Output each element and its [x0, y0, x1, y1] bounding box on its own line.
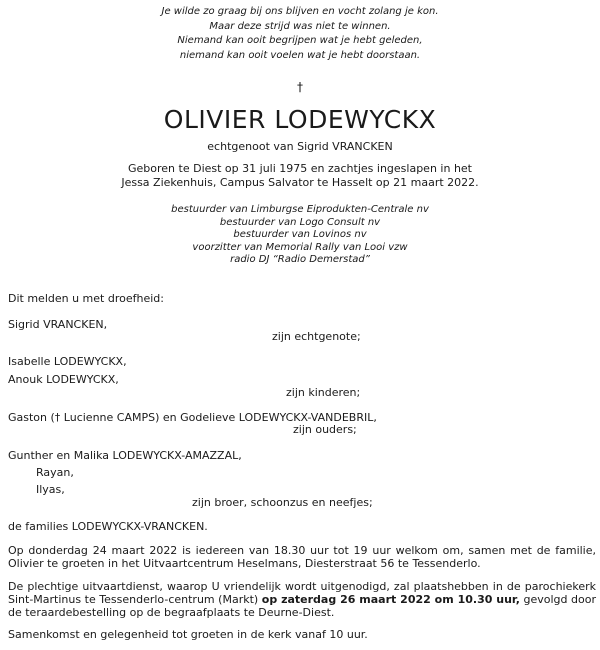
role-item: bestuurder van Logo Consult nv — [219, 216, 381, 228]
cross-icon: † — [297, 80, 303, 94]
roles-list — [0, 204, 600, 267]
parents-role: zijn ouders; — [293, 423, 357, 436]
funeral-date: op zaterdag 26 maart 2022 om 10.30 uur, — [261, 593, 520, 606]
funeral-text: De plechtige uitvaartdienst, waarop U vriendelijk wordt uitgenodigd, zal plaatshebben in de parochiekerk Sint-Martinus te Tessenderlo-centrum (Markt) — [8, 580, 596, 606]
funeral-paragraph — [8, 580, 596, 619]
poem-line: Maar deze strijd was niet te winnen. — [209, 20, 391, 32]
poem-line: Je wilde zo graag bij ons blijven en vocht zolang je kon. — [161, 6, 439, 17]
deceased-name: OLIVIER LODEWYCKX — [163, 105, 437, 134]
wife-name: Sigrid VRANCKEN, — [8, 318, 108, 331]
child-name: Isabelle LODEWYCKX, — [8, 355, 127, 368]
child-name: Anouk LODEWYCKX, — [8, 373, 119, 386]
families-line: de families LODEWYCKX-VRANCKEN. — [8, 520, 208, 533]
role-item: radio DJ “Radio Demerstad” — [230, 254, 370, 265]
funeral-text-end: gevolgd door de teraardebestelling op de begraafplaats te Deurne-Diest. — [8, 593, 596, 619]
parents-names: Gaston († Lucienne CAMPS) en Godelieve LODEWYCKX-VANDEBRIL, — [8, 411, 377, 424]
birth-death-info — [0, 162, 600, 190]
poem-line: Niemand kan ooit begrijpen wat je hebt geleden, — [177, 35, 423, 46]
role-item: bestuurder van Limburgse Eiprodukten-Centrale nv — [171, 204, 429, 215]
role-item: voorzitter van Memorial Rally van Looi vzw — [192, 241, 408, 253]
brother-role: zijn broer, schoonzus en neefjes; — [192, 496, 373, 509]
nephew-name: Ilyas, — [36, 483, 65, 496]
death-line: Jessa Ziekenhuis, Campus Salvator te Hasselt op 21 maart 2022. — [121, 176, 479, 189]
poem — [0, 5, 600, 63]
gathering-paragraph: Samenkomst en gelegenheid tot groeten in de kerk vanaf 10 uur. — [8, 628, 368, 641]
brother-names: Gunther en Malika LODEWYCKX-AMAZZAL, — [8, 449, 242, 462]
spouse-line: echtgenoot van Sigrid VRANCKEN — [207, 140, 393, 153]
children-role: zijn kinderen; — [286, 386, 361, 399]
visitation-paragraph: Op donderdag 24 maart 2022 is iedereen van 18.30 uur tot 19 uur welkom om, samen met de familie, Olivier te groeten in het Uitvaartcentrum Heselmans, Diesterstraat 56 te Tessenderlo. — [8, 544, 596, 570]
nephew-name: Rayan, — [36, 466, 74, 479]
birth-line: Geboren te Diest op 31 juli 1975 en zachtjes ingeslapen in het — [128, 162, 472, 175]
wife-role: zijn echtgenote; — [272, 330, 361, 343]
poem-line: niemand kan ooit voelen wat je hebt doorstaan. — [179, 49, 421, 61]
announcement-intro: Dit melden u met droefheid: — [8, 292, 164, 305]
role-item: bestuurder van Lovinos nv — [233, 229, 367, 240]
